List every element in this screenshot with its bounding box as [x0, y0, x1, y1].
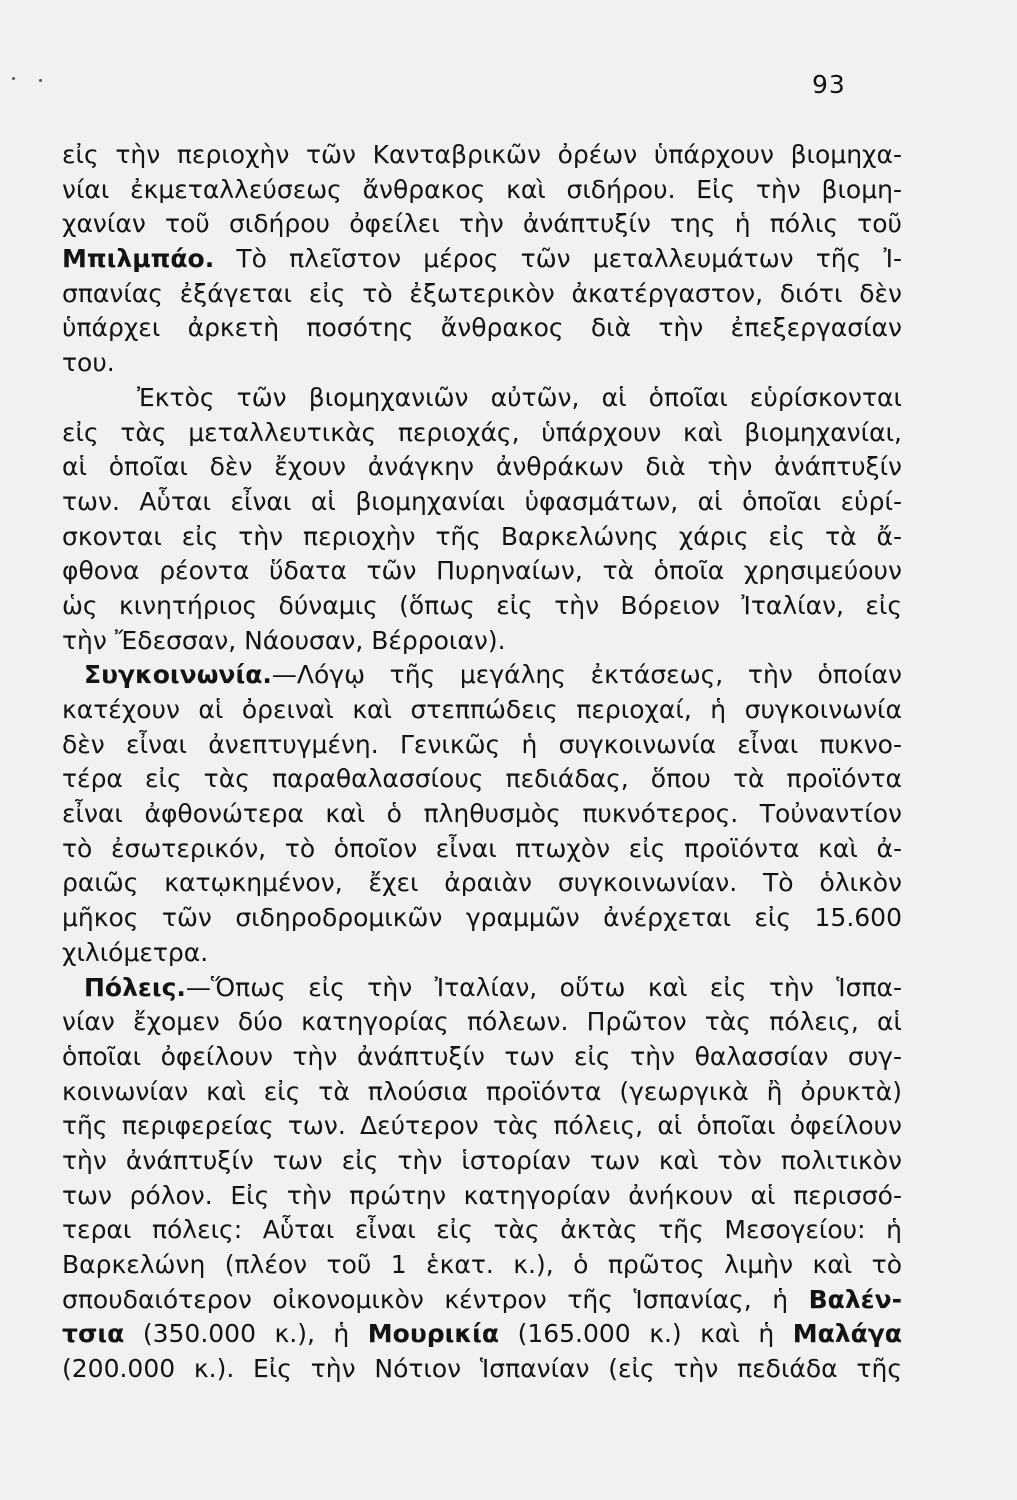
text-line: ὑπάρχει ἀρκετὴ ποσότης ἄνθρακος διὰ τὴν ἐπεξεργασίαν [62, 313, 902, 343]
text-line [62, 971, 902, 1006]
text-line [62, 658, 902, 693]
text-line [62, 1317, 902, 1352]
text-line: σπανίας ἐξάγεται εἰς τὸ ἐξωτερικὸν ἀκατέργαστον, διότι δὲν [62, 278, 902, 308]
text-line [62, 1283, 902, 1318]
text-line: εἶναι ἀφθονώτερα καὶ ὁ πληθυσμὸς πυκνότερος. Τοὐναντίον [62, 799, 902, 829]
section-heading-cities: Πόλεις. [84, 972, 186, 1002]
text-run: (165.000 κ.) καὶ ἡ [499, 1319, 793, 1349]
text-line: εἰς τὴν περιοχὴν τῶν Κανταβρικῶν ὀρέων ὑπάρχουν βιομηχα- [62, 140, 902, 169]
place-name-bilbao: Μπιλμπάο. [62, 244, 215, 274]
text-line: τεραι πόλεις: Αὗται εἶναι εἰς τὰς ἀκτὰς τῆς Μεσογείου: ἡ [62, 1215, 902, 1245]
text-line: τῆς περιφερείας των. Δεύτερον τὰς πόλεις, αἱ ὁποῖαι ὀφείλουν [62, 1111, 902, 1141]
page-number: 93 [812, 70, 846, 99]
text-run: Τὸ πλεῖστον μέρος τῶν μεταλλευμάτων τῆς Ἰ- [214, 244, 902, 274]
place-name-valencia: Βαλέν- [808, 1284, 902, 1314]
text-line: αἱ ὁποῖαι δὲν ἔχουν ἀνάγκην ἀνθράκων διὰ τὴν ἀνάπτυξίν [62, 452, 902, 482]
text-line: δὲν εἶναι ἀνεπτυγμένη. Γενικῶς ἡ συγκοινωνία εἶναι πυκνο- [62, 729, 902, 759]
text-line: τὸ ἐσωτερικόν, τὸ ὁποῖον εἶναι πτωχὸν εἰς προϊόντα καὶ ἀ- [62, 833, 902, 863]
text-line: φθονα ρέοντα ὕδατα τῶν Πυρηναίων, τὰ ὁποῖα χρησιμεύουν [62, 556, 902, 586]
text-run: —Λόγῳ τῆς μεγάλης ἐκτάσεως, τὴν ὁποίαν [271, 660, 902, 690]
text-line: του. [62, 348, 115, 378]
text-line: ὡς κινητήριος δύναμις (ὅπως εἰς τὴν Βόρειον Ἰταλίαν, εἰς [62, 590, 902, 620]
text-line: σκονται εἰς τὴν περιοχὴν τῆς Βαρκελώνης χάρις εἰς τὰ ἄ- [62, 521, 902, 551]
text-line: τὴν Ἔδεσσαν, Νάουσαν, Βέρροιαν). [62, 625, 506, 655]
text-line: μῆκος τῶν σιδηροδρομικῶν γραμμῶν ἀνέρχεται εἰς 15.600 [62, 903, 902, 933]
text-line: χανίαν τοῦ σιδήρου ὀφείλει τὴν ἀνάπτυξίν της ἡ πόλις τοῦ [62, 209, 902, 239]
print-speck [12, 77, 15, 80]
text-line: κατέχουν αἱ ὀρειναὶ καὶ στεππώδεις περιοχαί, ἡ συγκοινωνία [62, 695, 902, 724]
text-line: ραιῶς κατῳκημένον, ἔχει ἀραιὰν συγκοινωνίαν. Τὸ ὁλικὸν [62, 868, 902, 898]
text-line: κοινωνίαν καὶ εἰς τὰ πλούσια προϊόντα (γεωργικὰ ἢ ὀρυκτὰ) [62, 1076, 902, 1106]
text-line: των ρόλον. Εἰς τὴν πρώτην κατηγορίαν ἀνήκουν αἱ περισσό- [62, 1180, 902, 1210]
text-line: τὴν ἀνάπτυξίν των εἰς τὴν ἱστορίαν των καὶ τὸν πολιτικὸν [62, 1145, 902, 1175]
text-run: σπουδαιότερον οἰκονομικὸν κέντρον τῆς Ἱσπανίας, ἡ [62, 1284, 809, 1314]
text-line: χιλιόμετρα. [62, 937, 209, 967]
place-name-valencia-cont: τσια [62, 1319, 125, 1349]
text-line: Ἐκτὸς τῶν βιομηχανιῶν αὐτῶν, αἱ ὁποῖαι εὑρίσκονται [137, 382, 902, 412]
text-line: τέρα εἰς τὰς παραθαλασσίους πεδιάδας, ὅπου τὰ προϊόντα [62, 764, 902, 794]
text-line [62, 242, 902, 277]
section-heading-communication: Συγκοινωνία. [84, 660, 272, 690]
text-line: Βαρκελώνη (πλέον τοῦ 1 ἑκατ. κ.), ὁ πρῶτος λιμὴν καὶ τὸ [62, 1250, 902, 1279]
text-line: ὁποῖαι ὀφείλουν τὴν ἀνάπτυξίν των εἰς τὴν θαλασσίαν συγ- [62, 1041, 902, 1071]
text-line: των. Αὗται εἶναι αἱ βιομηχανίαι ὑφασμάτων, αἱ ὁποῖαι εὑρί- [62, 486, 902, 516]
text-run: —Ὅπως εἰς τὴν Ἰταλίαν, οὕτω καὶ εἰς τὴν Ἱσπα- [185, 972, 902, 1002]
body-text [62, 138, 902, 1387]
text-run: (350.000 κ.), ἡ [124, 1319, 368, 1349]
text-line: (200.000 κ.). Εἰς τὴν Νότιον Ἱσπανίαν (εἰς τὴν πεδιάδα τῆς [62, 1354, 902, 1384]
text-line: νίαν ἔχομεν δύο κατηγορίας πόλεων. Πρῶτον τὰς πόλεις, αἱ [62, 1007, 902, 1037]
print-speck [39, 79, 42, 82]
text-line: νίαι ἐκμεταλλεύσεως ἄνθρακος καὶ σιδήρου. Εἰς τὴν βιομη- [62, 174, 902, 204]
place-name-murcia: Μουρικία [367, 1319, 500, 1349]
place-name-malaga: Μαλάγα [792, 1319, 902, 1349]
text-line: εἰς τὰς μεταλλευτικὰς περιοχάς, ὑπάρχουν καὶ βιομηχανίαι, [62, 417, 902, 447]
